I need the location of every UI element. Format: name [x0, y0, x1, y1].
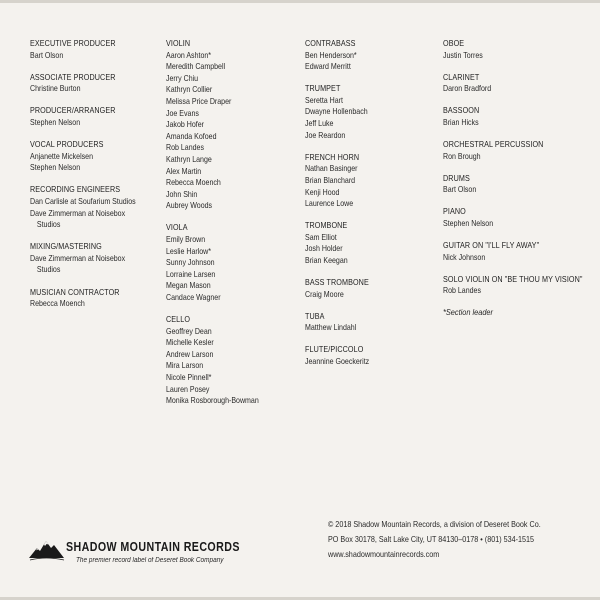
credit-role: EXECUTIVE PRODUCER — [30, 39, 116, 48]
credits-column-2 — [166, 38, 304, 417]
credit-role: PIANO — [443, 207, 466, 217]
credit-role: ORCHESTRAL PERCUSSION — [443, 140, 544, 150]
credit-name: Dan Carlisle at Soufarium Studios — [30, 196, 136, 206]
credit-name: Brian Blanchard — [305, 175, 356, 185]
credit-name: Rob Landes — [443, 286, 481, 296]
credit-name: Dwayne Hollenbach — [305, 107, 368, 117]
credit-role: VIOLIN — [166, 39, 191, 48]
credit-name: Jerry Chiu — [166, 73, 199, 83]
credit-name: Megan Mason — [166, 281, 211, 291]
credit-name: Jakob Hofer — [166, 120, 204, 130]
credit-name: Stephen Nelson — [443, 219, 494, 229]
credit-name: Christine Burton — [30, 84, 81, 94]
credit-name: Joe Reardon — [305, 130, 346, 140]
credit-section — [305, 152, 439, 210]
credit-name: Michelle Kesler — [166, 338, 214, 348]
credits-column-3 — [305, 38, 439, 378]
brand-name: SHADOW MOUNTAIN RECORDS — [66, 539, 240, 554]
credit-name: Rebecca Moench — [166, 178, 221, 188]
credit-name: Stephen Nelson — [30, 117, 81, 127]
credit-name: Mira Larson — [166, 361, 204, 371]
credit-role: VIOLA — [166, 223, 188, 233]
credit-name: Laurence Lowe — [305, 199, 354, 209]
credit-name: Brian Keegan — [305, 256, 348, 265]
credit-name: Jeff Luke — [305, 119, 334, 129]
credit-name: Leslie Harlow* — [166, 246, 212, 256]
credit-name: Josh Holder — [305, 244, 343, 254]
credit-role: GUITAR ON "I'LL FLY AWAY" — [443, 241, 540, 251]
credit-name: Joe Evans — [166, 108, 199, 118]
credit-name: Kenji Hood — [305, 187, 340, 197]
credit-name: Jeannine Goeckeritz — [305, 357, 370, 367]
credit-section — [30, 241, 168, 276]
credit-role: TUBA — [305, 311, 325, 321]
credit-name: Kathryn Collier — [166, 85, 213, 95]
credit-name: Brian Hicks — [443, 117, 479, 127]
credit-name: Ron Brough — [443, 151, 481, 161]
credit-section — [443, 38, 583, 61]
credit-name: Matthew Lindahl — [305, 323, 357, 333]
credit-section — [305, 311, 439, 334]
credit-role: CONTRABASS — [305, 39, 356, 48]
credit-name: Studios — [36, 220, 61, 230]
credit-name: Emily Brown — [166, 235, 206, 244]
credit-section — [30, 105, 168, 128]
credit-name: Rob Landes — [166, 143, 204, 153]
credit-name: Craig Moore — [305, 289, 344, 299]
mountain-icon — [28, 534, 68, 564]
credit-name: Daron Bradford — [443, 84, 492, 94]
credit-name: Aubrey Woods — [166, 201, 213, 211]
credit-name: Justin Torres — [443, 50, 483, 60]
credit-name: Nathan Basinger — [305, 164, 358, 174]
credit-role: MIXING/MASTERING — [30, 242, 102, 252]
credit-section — [443, 173, 583, 196]
credit-name: Alex Martin — [166, 166, 202, 176]
credit-name: Candace Wagner — [166, 292, 221, 302]
shadow-mountain-records-logo — [28, 534, 268, 574]
website-line: www.shadowmountainrecords.com — [328, 549, 440, 559]
credit-name: John Shin — [166, 189, 198, 199]
credit-section — [305, 220, 439, 266]
credit-role: TRUMPET — [305, 84, 341, 94]
credit-role: BASS TROMBONE — [305, 278, 369, 288]
copyright-line: © 2018 Shadow Mountain Records, a division of Deseret Book Co. — [328, 519, 541, 529]
credit-name: Edward Merritt — [305, 62, 351, 72]
credit-name: Bart Olson — [30, 50, 64, 60]
page-edge-top — [0, 0, 600, 3]
credit-section — [30, 38, 168, 61]
credit-name: Meredith Campbell — [166, 62, 226, 72]
credit-section — [305, 277, 439, 300]
credit-name: Andrew Larson — [166, 349, 214, 359]
credit-section — [443, 139, 583, 162]
credit-name: Lauren Posey — [166, 384, 210, 394]
credits-column-4 — [443, 38, 583, 317]
credit-section — [30, 72, 168, 95]
credit-role: BASSOON — [443, 106, 480, 116]
credit-name: Studios — [36, 265, 61, 275]
credit-name: Aaron Ashton* — [166, 50, 212, 60]
credit-role: VOCAL PRODUCERS — [30, 140, 104, 150]
credit-section — [30, 287, 168, 310]
credit-name: Stephen Nelson — [30, 163, 81, 173]
credit-name: Anjanette Mickelsen — [30, 151, 94, 161]
credit-role: ASSOCIATE PRODUCER — [30, 72, 116, 82]
credit-role: PRODUCER/ARRANGER — [30, 106, 116, 116]
credit-name: Sam Elliot — [305, 232, 337, 242]
credit-role: FRENCH HORN — [305, 152, 360, 162]
credit-name: Seretta Hart — [305, 95, 343, 105]
credit-section — [305, 38, 439, 73]
credit-name: Lorraine Larsen — [166, 269, 216, 279]
credit-name: Melissa Price Draper — [166, 96, 232, 106]
credit-name: Geoffrey Dean — [166, 326, 212, 336]
credit-name: Nick Johnson — [443, 252, 486, 262]
credit-section — [166, 314, 304, 407]
address-line: PO Box 30178, Salt Lake City, UT 84130–0178 • (801) 534-1515 — [328, 534, 535, 544]
credit-role: CLARINET — [443, 72, 480, 82]
credit-section — [30, 139, 168, 174]
credit-role: RECORDING ENGINEERS — [30, 185, 121, 195]
credit-section — [305, 83, 439, 141]
credit-section — [30, 184, 168, 230]
credit-role: TROMBONE — [305, 221, 348, 231]
credit-name: Kathryn Lange — [166, 154, 212, 164]
credit-section — [443, 72, 583, 95]
credit-name: Sunny Johnson — [166, 258, 215, 268]
credit-role: SOLO VIOLIN ON "BE THOU MY VISION" — [443, 274, 583, 284]
credit-name: Bart Olson — [443, 185, 477, 195]
credit-name: Amanda Kofoed — [166, 131, 217, 141]
credit-role: FLUTE/PICCOLO — [305, 345, 364, 355]
section-leader-note: *Section leader — [443, 307, 493, 317]
credit-name: Rebecca Moench — [30, 299, 85, 309]
credit-section — [443, 206, 583, 229]
credit-name: Dave Zimmerman at Noisebox — [30, 208, 126, 218]
credit-name: Monika Rosborough-Bowman — [166, 396, 259, 406]
credit-section — [166, 38, 304, 212]
credit-role: DRUMS — [443, 173, 470, 183]
credit-section — [305, 344, 439, 367]
credit-section — [166, 222, 304, 303]
credit-role: OBOE — [443, 39, 465, 48]
credit-section — [443, 240, 583, 263]
credit-section — [443, 105, 583, 128]
credit-name: Ben Henderson* — [305, 50, 357, 60]
credit-role: CELLO — [166, 315, 191, 325]
copyright-block — [328, 517, 588, 562]
credit-role: MUSICIAN CONTRACTOR — [30, 287, 120, 297]
credit-section — [443, 274, 583, 297]
credit-name: Nicole Pinnell* — [166, 373, 212, 383]
credit-name: Dave Zimmerman at Noisebox — [30, 253, 126, 263]
credits-column-1 — [30, 38, 168, 320]
brand-tagline: The premier record label of Deseret Book Company — [76, 557, 224, 564]
